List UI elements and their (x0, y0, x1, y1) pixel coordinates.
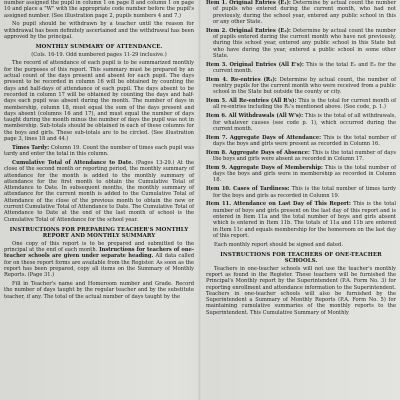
report-item (206, 62, 396, 75)
paragraph-sign-and-date: Each monthly report should be signed and dated. (214, 241, 343, 248)
report-item (206, 77, 396, 96)
teacher-report-instructions-heading: INSTRUCTIONS FOR PREPARING TEACHER'S MONTHLY REPORT AND MONTHLY SUMMARY (9, 226, 189, 240)
paragraph-attendance-record: The record of attendance of each pupil is to be summarized monthly for the purposes of this report. This summary must be prepared by an actual count of the days present and absent for each pupil. The days present to be recorded in column 16 will be obtained by counting the days and half-days of attendance of each pupil. The days absent to be recorded in column 17 will be obtained by counting the days and half-days each pupil was absent during the month. The number of days in membership, column 18, must equal the sum of the days present and days absent (columns 16 and 17), and must equal the number of days taught during the month minus the number of days the pupil was not in membership. Sub-totals should be obtained in each of these columns for the boys and girls. These sub-totals are to be circled. (See illustration page 3, lines 18 and 44.) (4, 60, 194, 143)
left-column (4, 0, 194, 302)
report-item-label: Item 4. Re-entries (R₁): (206, 76, 277, 83)
report-item (206, 135, 396, 148)
report-item-text: This is the total number of days the boys and girls were absent as recorded in Column 17. (213, 149, 396, 163)
report-item (206, 0, 396, 25)
report-item-label: Item 8. Aggregate Days of Absence: (206, 149, 310, 156)
report-item-text: Determine by actual count the number of pupils who entered during the current month, who had not previously, during the school year, entered any public school in this or any other State. (213, 0, 396, 25)
report-item-label: Item 9. Aggregate Days of Membership: (206, 164, 323, 171)
report-item-text: This is the total of all withdrawals, for whatever causes (see code p. 1), which occurred during the current month. (213, 113, 396, 132)
monthly-summary-heading: MONTHLY SUMMARY OF ATTENDANCE. (35, 44, 163, 51)
report-item-label: Item 11. Attendance on Last Day of This Report: (206, 201, 351, 208)
report-item (206, 98, 396, 111)
times-tardy-title: Times Tardy: (12, 144, 50, 151)
times-tardy-text: Column 19. Count the number of times each pupil was tardy and enter the total in this column. (4, 144, 194, 158)
report-item-text: This is the total number of days the boys and girls were in membership as recorded in Column 18. (213, 164, 396, 184)
report-item-text: This is the total number of times tardy for the boys and girls as recorded in Column 19. (213, 186, 396, 199)
report-item-label: Item 5. All Re-entries (All R's): (206, 98, 297, 105)
report-items-list (206, 0, 396, 239)
report-item-label: Item 6. All Withdrawals (All W's): (206, 113, 304, 120)
report-item (206, 165, 396, 184)
one-teacher-schools-heading: INSTRUCTIONS FOR TEACHERS OF ONE-TEACHER SCHOOLS. (220, 251, 382, 265)
paragraph-fill-teacher-name: Fill in Teacher's name and Homeroom number and Grade. Record the number of days taught by the regular teacher and by the substitute teacher, if any. The total of the actual number of days taught by the (4, 281, 194, 300)
report-item-label: Item 10. Cases of Tardiness: (206, 186, 290, 193)
monthly-summary-columns-note: (Cols. 16-19. Odd numbered pages 11-29 inclusive.) (31, 51, 167, 58)
report-item (206, 150, 396, 163)
paragraph-cumulative-total (4, 160, 194, 223)
report-submission-text: One copy of this report is to be prepared and submitted to the principal at the end of each month. (4, 240, 194, 254)
paragraph-report-submission (4, 241, 194, 279)
report-item-label: Item 1. Original Entries (E₁): (206, 0, 291, 6)
one-teacher-schools-note: Instructions for teachers of one-teacher schools are given under separate heading. (4, 247, 195, 260)
report-item-label: Item 3. Original Entries (All E's): (206, 61, 304, 68)
cumulative-total-title: Cumulative Total of Attendance to Date. (12, 159, 134, 166)
page-fold-gutter (198, 0, 201, 400)
report-data-source-text: All data called for on these report forms are available from the Register. As soon as the report has been prepared, copy all items on the Summary of Monthly Reports. (Page 31.) (4, 253, 195, 279)
report-item-label: Item 2. Original Entries (E₂): (206, 27, 291, 34)
report-item-text: Determine by actual count, the number of reentry pupils for the current month who were received from a public school in the State but outside the county or city. (213, 76, 396, 96)
report-item (206, 201, 396, 239)
report-item-text: This is the total for current month of all re-entries including the R₁'s mentioned above. (See code, p. 1.) (213, 98, 397, 111)
report-item (206, 28, 396, 59)
paragraph-times-tardy (4, 145, 194, 158)
report-item (206, 113, 396, 132)
report-item-text: Determine by actual count the number of pupils entered during the current month who have not previously, during this school year, entered any public school in this State but who have during the year, entered a public school in some other State. (213, 27, 396, 59)
report-item (206, 186, 396, 199)
cumulative-total-text: (Pages 13-29.) At the close of the second month or reporting period, the monthly summary of attendance for the month is added to the monthly summary of attendance for the first month to obtain the Cumulative Total of Attendance to Date. In subsequent months, the monthly summary of attendance for the current month is added to the Cumulative Total of Attendance of the close of the previous month to obtain the new or current Cumulative Total of Attendance to Date. The Cumulative Total of Attendance to Date at the end of the last month of school is the Cumulative Total of Attendance for the school year. (4, 159, 195, 223)
paragraph-withdrawal-approval: No pupil should be withdrawn by a teacher until the reason for withdrawal has been definitely ascertained and the withdrawal has been approved by the principal. (4, 21, 194, 40)
paragraph-one-teacher-schools: Teachers in one-teacher schools will not use the teacher's monthly report as found in the Register. These teachers will be furnished the Principal's Monthly report by the Superintendent (P.A. Form No. 3) for reporting enrollment and attendance information to the Superintendent. Teachers in one-teacher schools will also be furnished by the Superintendent a Summary of Monthly Reports (P.A. Form No. 5) for maintaining cumulative summaries of the monthly reports to the Superintendent. This Cumulative Summary of Monthly (206, 265, 396, 316)
report-item-text: This is the total E₁ and E₂ for the current month. (213, 61, 396, 74)
paragraph-withdrawal-marking: number assigned the pupil in column 1 on page 8 and column 1 on page 10 and place a "W" with the appropriate code number before the pupil's assigned number. (See illustration page 2, pupils numbers 4 and 7.) (4, 0, 194, 19)
report-item-text: This is the total number of boys and girls present on the last day of this report and is entered in Item 11a and the total number of boys and girls absent which is entered in Item 11b. The totals of 11a and 11b are entered in Item 11c and equals membership for the homeroom on the last day of this report. (213, 201, 396, 239)
report-item-text: This is the total number of days the boys and girls were present as recorded in Column 16. (213, 134, 396, 147)
report-item-label: Item 7. Aggregate Days of Attendance: (206, 134, 321, 141)
right-column (206, 0, 396, 319)
